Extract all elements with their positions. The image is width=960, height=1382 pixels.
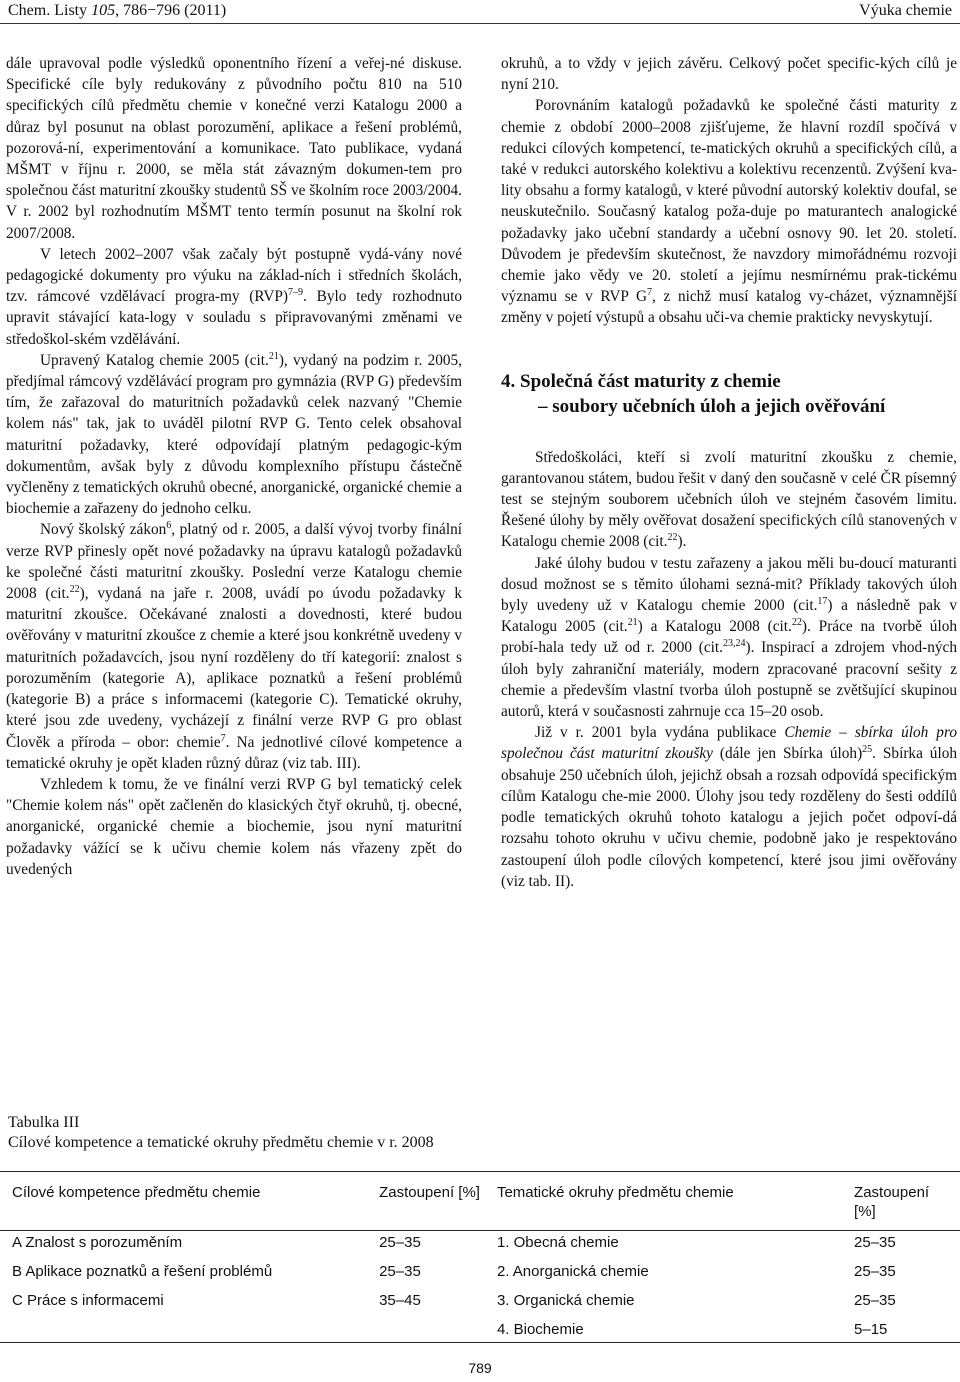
table-cell: 35–45	[379, 1292, 421, 1309]
paragraph: Nový školský zákon$^6$, platný od r. 2005, a další vývoj tvorby finální verze RVP přinesly opět nové požadavky na úpravu katalogů požadavků ke společné části maturitní zkoušky. Poslední verze Katalogu chemie 2008 (cit.$^{22}$), vydaná na jaře r. 2008, uvádí po úvodu požadavky k maturitní zkoušce. Očekávané znalosti a dovednosti, které budou ověřovány v maturitní zkoušce z chemie a které jsou konkrétně uvedeny v maturitních požadavcích, jsou nyní rozděleny do tří kategorií: znalost s porozuměním (kategorie A), aplikace poznatků a řešení problémů (kategorie B) a práce s informacemi (kategorie C). Tematické okruhy, které jsou zde uvedeny, vycházejí z finální verze RVP G pro oblast Člověk a příroda – obor: chemie$^7$. Na jednotlivé cílové kompetence a tematické okruhy je opět kladen různý důraz (viz tab. III).	[6, 520, 462, 772]
heading-line: 4. Společná část maturity z chemie	[501, 370, 781, 392]
paragraph: Jaké úlohy budou v testu zařazeny a jakou měli bu-doucí maturanti dosud možnost se s těmito úlohami sezná-mit? Příklady takových úloh byly uvedeny už v Katalogu chemie 2000 (cit.$^{17}$) a následně pak v Katalogu 2005 (cit.$^{21}$) a Katalogu 2008 (cit.$^{22}$). Práce na tvorbě úloh probí-hala tedy už od r. 2000 (cit.$^{23,24}$). Inspirací a zdrojem vhod-ných úloh byly zahraniční materiály, modern zpracované pracovní sešity z chemie a především vlastní tvorba úloh postupně se zvětšující skupinou autorů, která v současnosti zahrnuje cca 15–20 osob.	[501, 554, 957, 721]
table-header-cell: Tematické okruhy předmětu chemie	[496, 1184, 734, 1201]
table-cell: 25–35	[854, 1234, 896, 1251]
table-header-cell: Cílové kompetence předmětu chemie	[12, 1184, 261, 1201]
paragraph: Upravený Katalog chemie 2005 (cit.$^{21}$), vydaný na podzim r. 2005, předjímal rámcový vzdělávácí program pro gymnázia (RVP G) především tím, že zařazoval do maturitních požadavků celek nazvaný "Chemie kolem nás" tak, jak to uváděl pilotní RVP G. Tento celek obsahoval maturitní požadavky, které odpovídají platným pedagogic-kým dokumentům, avšak byly z důvodu komplexního přístupu částečně vyčleněny z tematických okruhů obecné, anorganické, organické chemie a biochemie a zařazeny do jednoho celku.	[6, 350, 462, 518]
table-top-rule	[0, 1171, 960, 1172]
heading-line: – soubory učebních úloh a jejich ověřování	[538, 395, 886, 417]
table-cell: A Znalost s porozuměním	[12, 1234, 183, 1251]
paragraph: V letech 2002–2007 však začaly být postupně vydá-vány nové pedagogické dokumenty pro výuku na základ-ních i středních školách, tzv. rámcové vzdělávací progra-my (RVP)$^{7-9}$. Bylo tedy rozhodnuto upravit stávající kata-logy v souladu s připravovanými změnami ve středoškol-ském vzdělávání.	[6, 245, 462, 348]
table-cell: 25–35	[854, 1292, 896, 1309]
table-row	[8, 1320, 948, 1349]
table-cell: 5–15	[854, 1321, 888, 1338]
right-column	[501, 53, 957, 892]
table-cell	[8, 1320, 375, 1349]
table-title: Cílové kompetence a tematické okruhy předmětu chemie v r. 2008	[8, 1134, 434, 1151]
table-cell: B Aplikace poznatků a řešení problémů	[12, 1263, 273, 1280]
table-cell: 25–35	[379, 1263, 421, 1280]
table-cell: 3. Organická chemie	[496, 1292, 635, 1309]
table-header-cell: Zastoupení [%]	[854, 1184, 930, 1220]
table-cell: 1. Obecná chemie	[496, 1234, 619, 1251]
table-caption	[8, 1113, 948, 1153]
table-cell: 2. Anorganická chemie	[496, 1263, 649, 1280]
left-column	[6, 53, 462, 880]
paragraph: Porovnáním katalogů požadavků ke společné části maturity z chemie z období 2000–2008 zjišťujeme, že hlavní rozdíl spočívá v redukci cílových kompetencí, te-matických okruhů a specifických cílů, a také v redukci autorského kolektivu a kolektivu recenzentů. Zvýšení kva-lity obsahu a formy katalogů, v které původní autorský kolektiv doufal, se neuskutečnilo. Současný katalog poža-duje po maturantech analogické požadavky jako učební standardy a učební osnovy 90. let 20. století. Důvodem je především skutečnost, že navzdory mimořádnému rozvoji chemie jako vědy ve 20. století a jejímu nesmírnému prak-tickému významu se v RVP $G^7$, z nichž musí katalog vy-cházet, významnější změny v pojetí výstupů a obsahu uči-va chemie prakticky nevyskytují.	[501, 97, 957, 327]
section-name: Výuka chemie	[859, 2, 952, 19]
paragraph: dále upravoval podle výsledků oponentního řízení a veřej-né diskuse. Specifické cíle byly redukovány z původního počtu 810 na 510 specifických cílů předmětu chemie v konečné verzi Katalogu 2000 a důraz byl posunut na oblast porozumění, aplikace a řešení problémů, pozorová-ní, experimentování a komunikace. Tato publikace, vydaná MŠMT v říjnu r. 2000, se měla stát závazným dokumen-tem pro společnou část maturitní zkoušky studentů SŠ ve školním roce 2003/2004. V r. 2002 byl rozhodnutím MŠMT tento termín posunut na školní rok 2007/2008.	[6, 55, 462, 242]
page-number: 789	[468, 1360, 492, 1376]
table-cell: 4. Biochemie	[496, 1321, 584, 1338]
paragraph: Vzhledem k tomu, že ve finální verzi RVP G byl tematický celek "Chemie kolem nás" opět začleněn do klasických čtyř okruhů, tj. obecné, anorganické, organické chemie a biochemie, jsou nyní maturitní požadavky vážící se k učivu chemie kolem nás vřazeny zpět do uvedených	[6, 775, 462, 878]
header-rule	[0, 23, 960, 24]
journal-citation: Chem. Listy 105, 786−796 (2011)	[8, 2, 227, 19]
section-heading	[501, 369, 957, 419]
table-cell: 25–35	[379, 1234, 421, 1251]
competence-table	[8, 1183, 948, 1349]
table-header-cell: Zastoupení [%]	[379, 1184, 480, 1201]
running-head	[8, 0, 952, 22]
paragraph: okruhů, a to vždy v jejich závěru. Celkový počet specific-kých cílů je nyní 210.	[501, 55, 957, 94]
paragraph: Již v r. 2001 byla vydána publikace Chemie – sbírka úloh pro společnou část maturitní zkoušky (dále jen Sbírka úloh)$^{25}$. Sbírka úloh obsahuje 250 učebních úloh, jejichž obsah a rozsah odpovídá specifickým cílům Katalogu che-mie 2000. Úlohy jsou tedy rozděleny do šesti oddílů podle tematických okruhů tohoto katalogu a jejich počet odpoví-dá rozsahu tohoto okruhu v učivu chemie, podobně jako je respektováno zastoupení úloh podle cílových kompetencí, které jsou jimi ověřovány (viz tab. II).	[501, 724, 957, 890]
table-cell: C Práce s informacemi	[12, 1292, 164, 1309]
table-cell	[375, 1320, 493, 1349]
table-header-row	[8, 1183, 948, 1233]
table-row	[8, 1233, 948, 1262]
table-cell: 25–35	[854, 1263, 896, 1280]
table-row	[8, 1291, 948, 1320]
table-label: Tabulka III	[8, 1114, 80, 1131]
paragraph: Středoškoláci, kteří si zvolí maturitní zkoušku z chemie, garantovanou státem, budou řešit v daný den současně v celé ČR písemný test se stejným souborem učebních úloh ve stejném časovém limitu. Řešené úlohy by měly ověřovat dosažení specifických cílů stanovených v Katalogu chemie 2008 (cit.$^{22}$).	[501, 448, 957, 551]
table-row	[8, 1262, 948, 1291]
